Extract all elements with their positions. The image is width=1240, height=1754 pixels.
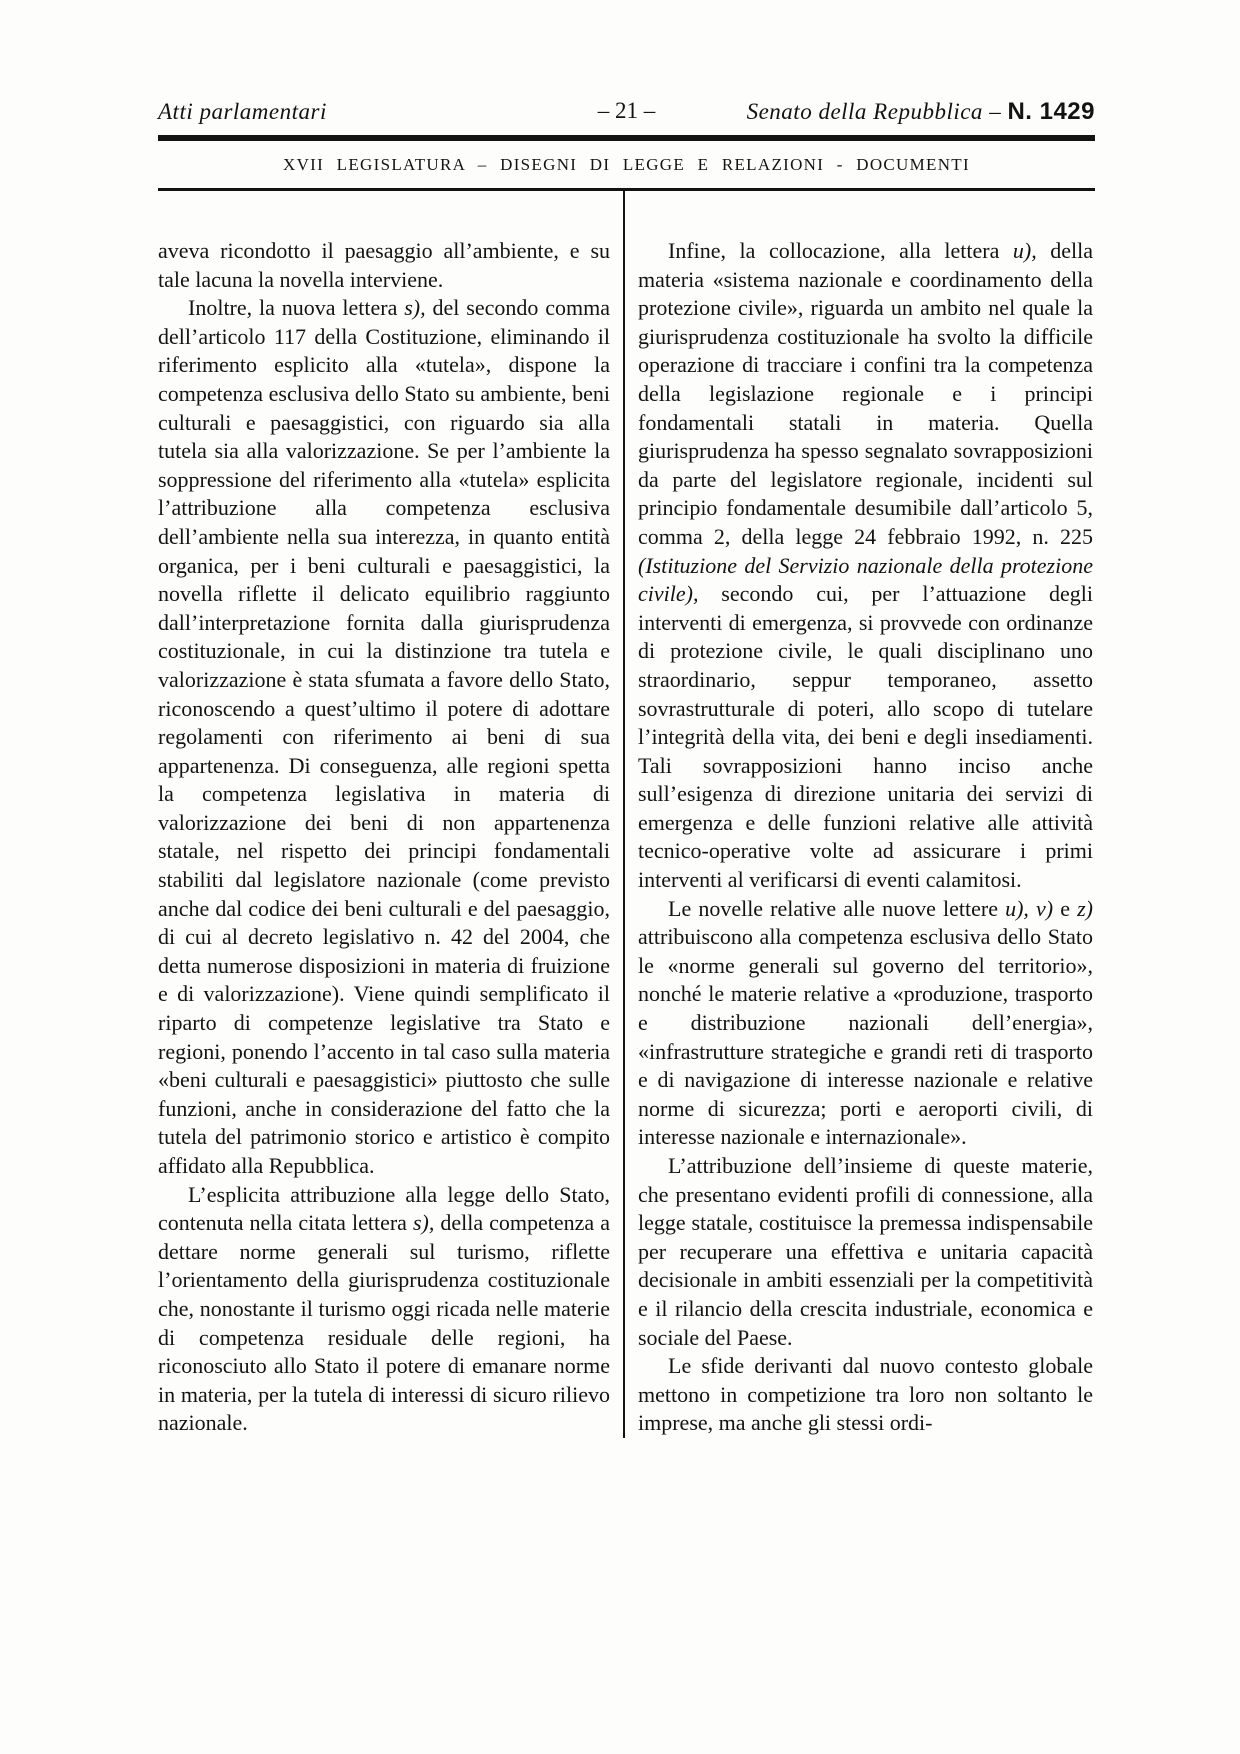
text-segment: secondo cui, per l’attuazione degli interventi di emergenza, si provvede con ordinanze di protezione civile, le quali disciplinano uno straordinario, seppur temporaneo, assetto sovrastrutturale di poteri, allo scopo di tutelare l’integrità della vita, dei beni e degli insediamenti. Tali sovrapposizioni hanno inciso anche sull’esigenza di direzione unitaria dei servizi di emergenza e delle funzioni relative alle attività tecnico-operative volte ad assicurare i primi interventi al verificarsi di eventi calamitosi. [638,581,1093,893]
left-text-column [158,191,610,1438]
text-segment: della materia «sistema nazionale e coordinamento della protezione civile», riguarda un ambito nel quale la giurisprudenza costituzionale ha svolto la difficile operazione di tracciare i confini tra la competenza della legislazione regionale e i principi fondamentali statali in materia. Quella giurisprudenza ha spesso segnalato sovrapposizioni da parte del legislatore regionale, incidenti sul principio fondamentale desumibile dall’articolo 5, comma 2, della legge 24 febbraio 1992, n. 225 [638,238,1093,549]
header-page-number: – 21 – [597,98,656,123]
paragraph [158,1181,610,1438]
text-segment: aveva ricondotto il paesaggio all’ambiente, e su tale lacuna la novella interviene. [158,238,610,292]
text-segment: L’attribuzione dell’insieme di queste materie, che presentano evidenti profili di connessione, alla legge statale, costituisce la premessa indispensabile per recuperare una effettiva e unitaria capacità decisionale in ambiti essenziali per la competitività e il rilancio della crescita industriale, economica e sociale del Paese. [638,1153,1093,1350]
paragraph [638,1352,1093,1438]
text-segment: della competenza a dettare norme generali sul turismo, riflette l’orientamento della giurisprudenza costituzionale che, nonostante il turismo oggi ricada nelle materie di competenza residuale delle regioni, ha riconosciuto allo Stato il potere di emanare norme in materia, per la tutela di interessi di sicuro rilievo nazionale. [158,1210,610,1436]
header-right-title [747,98,1095,126]
running-head [158,98,1095,135]
italic-text-segment: s), [404,295,426,321]
italic-text-segment: z) [1077,895,1094,921]
double-rule [158,135,1095,141]
text-segment: Le novelle relative alle nuove lettere [668,895,1006,921]
italic-text-segment: v) [1036,895,1054,921]
paragraph [638,1152,1093,1352]
text-segment: attribuiscono alla competenza esclusiva dello Stato le «norme generali sul governo del territorio», nonché le materie relative a «produzione, trasporto e distribuzione nazionali dell’energia», «infrastrutture strategiche e grandi reti di trasporto e di navigazione di interesse nazionale e relative norme di sicurezza; porti e aeroporti civili, di interesse nazionale e internazionale». [638,924,1093,1150]
header-journal-name: Senato della Repubblica [746,99,983,124]
text-segment: del secondo comma dell’articolo 117 della Costituzione, eliminando il riferimento esplicito alla «tutela», dispone la competenza esclusiva dello Stato su ambiente, beni culturali e paesaggistici, con riguardo sia alla tutela sia alla valorizzazione. Se per l’ambiente la soppressione del riferimento alla «tutela» esplicita l’attribuzione alla competenza esclusiva dell’ambiente nella sua interezza, in quanto entità organica, per i beni culturali e paesaggistici, la novella riflette il delicato equilibrio raggiunto dall’interpretazione fornita dalla giurisprudenza costituzionale, in cui la distinzione tra tutela e valorizzazione è stata sfumata a favore dello Stato, riconoscendo a quest’ultimo il potere di adottare regolamenti con riferimento ai beni di sua appartenenza. Di conseguenza, alle regioni spetta la competenza legislativa in materia di valorizzazione dei beni di non appartenenza statale, nel rispetto dei principi fondamentali stabiliti dal legislatore nazionale (come previsto anche dal codice dei beni culturali e del paesaggio, di cui al decreto legislativo n. 42 del 2004, che detta numerose disposizioni in materia di fruizione e di valorizzazione). Viene quindi semplificato il riparto di competenze legislative tra Stato e regioni, ponendo l’accento in tal caso sulla materia «beni culturali e paesaggistici» piuttosto che sulle funzioni, anche in considerazione del fatto che la tutela del patrimonio storico e artistico è compito affidato alla Repubblica. [158,295,610,1178]
paragraph [158,237,610,294]
paragraph [638,237,1093,895]
italic-text-segment: (Istituzione del Servizio nazionale della protezione civile), [638,552,1093,607]
right-text-column [638,191,1093,1438]
header-left-title: Atti parlamentari [158,99,327,124]
text-segment: e [1053,895,1078,921]
two-column-text-body [158,191,1095,1438]
text-segment: L’esplicita attribuzione alla legge dello Stato, contenuta nella citata lettera [158,1181,610,1236]
text-segment: Infine, la collocazione, alla lettera [668,238,1013,263]
paragraph [638,895,1093,1152]
italic-text-segment: s), [412,1210,435,1236]
column-divider-rule [623,191,625,1438]
italic-text-segment: u), [1005,895,1029,921]
header-doc-number: N. 1429 [1007,98,1095,125]
text-segment [1029,896,1036,921]
legislature-subtitle: XVII LEGISLATURA – DISEGNI DI LEGGE E RELAZIONI - DOCUMENTI [283,155,970,174]
header-separator-dash: – [989,99,1002,124]
italic-text-segment: u), [1012,238,1037,263]
text-segment: Inoltre, la nuova lettera [188,295,405,321]
text-segment: Le sfide derivanti dal nuovo contesto globale mettono in competizione tra loro non soltanto le imprese, ma anche gli stessi ordi- [638,1353,1093,1436]
paragraph [158,294,610,1180]
